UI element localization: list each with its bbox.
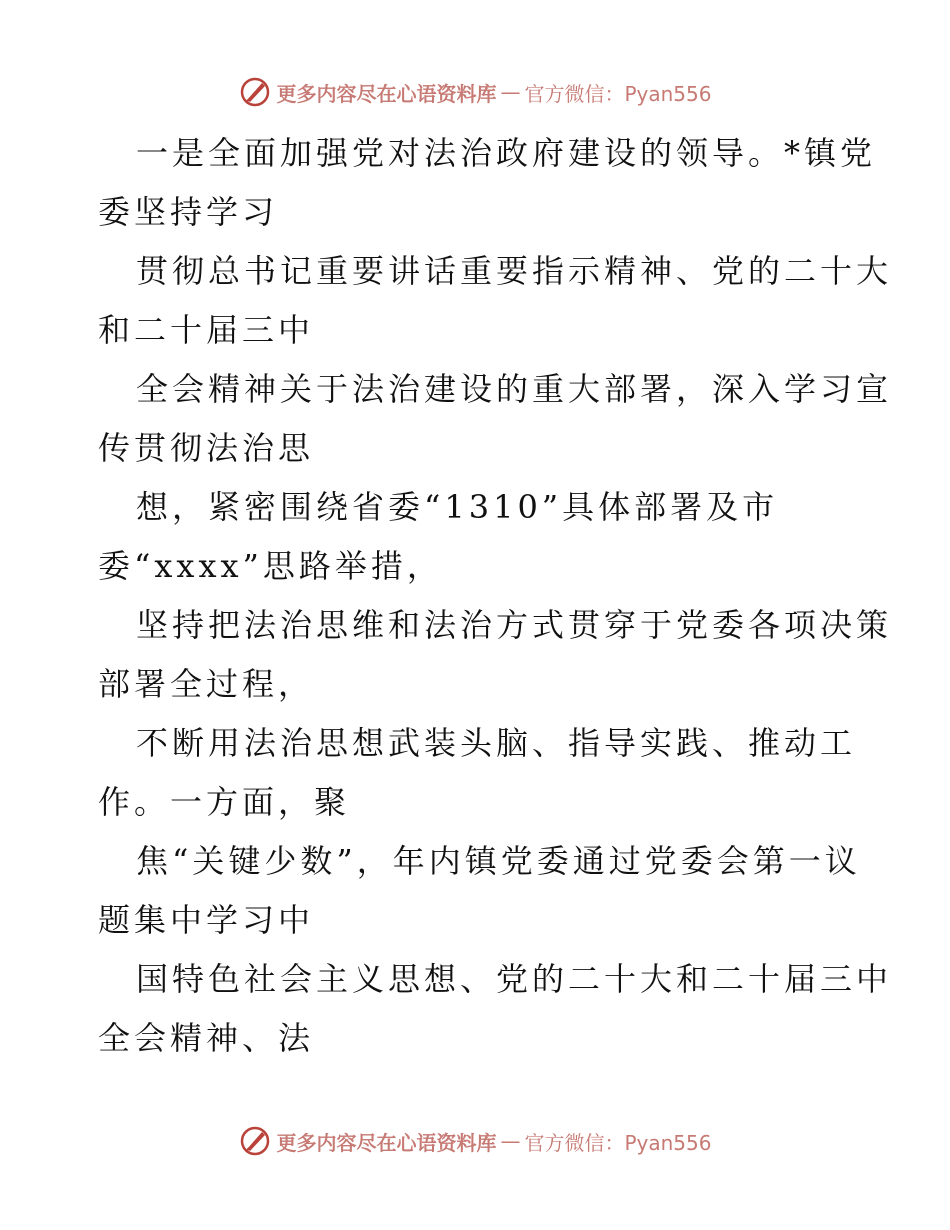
body-text-line: 部署全过程， bbox=[98, 665, 315, 703]
body-text-line: 全会精神关于法治建设的重大部署，深入学习宣 bbox=[136, 370, 893, 408]
body-text-line: 想，紧密围绕省委“1310”具体部署及市 bbox=[136, 488, 779, 526]
body-text-line: 全会精神、法 bbox=[98, 1019, 315, 1057]
watermark-contact: 官方微信：Pyan556 bbox=[524, 1130, 712, 1155]
body-text-line: 贯彻总书记重要讲话重要指示精神、党的二十大 bbox=[136, 252, 893, 290]
body-text-line: 焦“关键少数”，年内镇党委通过党委会第一议 bbox=[136, 842, 861, 880]
body-text-line: 传贯彻法治思 bbox=[98, 429, 315, 467]
body-text-line: 委坚持学习 bbox=[98, 193, 279, 231]
body-text-line: 和二十届三中 bbox=[98, 311, 315, 349]
watermark-separator: — bbox=[500, 1129, 521, 1153]
feather-pen-logo-icon bbox=[238, 1124, 272, 1158]
watermark-brand: 更多内容尽在心语资料库 bbox=[276, 81, 497, 106]
body-text-line: 一是全面加强党对法治政府建设的领导。*镇党 bbox=[136, 134, 877, 172]
body-text-line: 委“xxxx”思路举措， bbox=[98, 547, 443, 585]
header-watermark bbox=[0, 72, 950, 112]
watermark-brand: 更多内容尽在心语资料库 bbox=[276, 1130, 497, 1155]
watermark-separator: — bbox=[500, 80, 521, 104]
footer-watermark bbox=[0, 1121, 950, 1161]
body-text-line: 国特色社会主义思想、党的二十大和二十届三中 bbox=[136, 960, 893, 998]
body-text-line: 坚持把法治思维和法治方式贯穿于党委各项决策 bbox=[136, 606, 893, 644]
feather-pen-logo-icon bbox=[238, 75, 272, 109]
body-text-line: 不断用法治思想武装头脑、指导实践、推动工 bbox=[136, 724, 857, 762]
body-text-line: 题集中学习中 bbox=[98, 901, 315, 939]
document-body bbox=[98, 124, 893, 1068]
watermark-contact: 官方微信：Pyan556 bbox=[524, 81, 712, 106]
body-text-line: 作。一方面，聚 bbox=[98, 783, 351, 821]
